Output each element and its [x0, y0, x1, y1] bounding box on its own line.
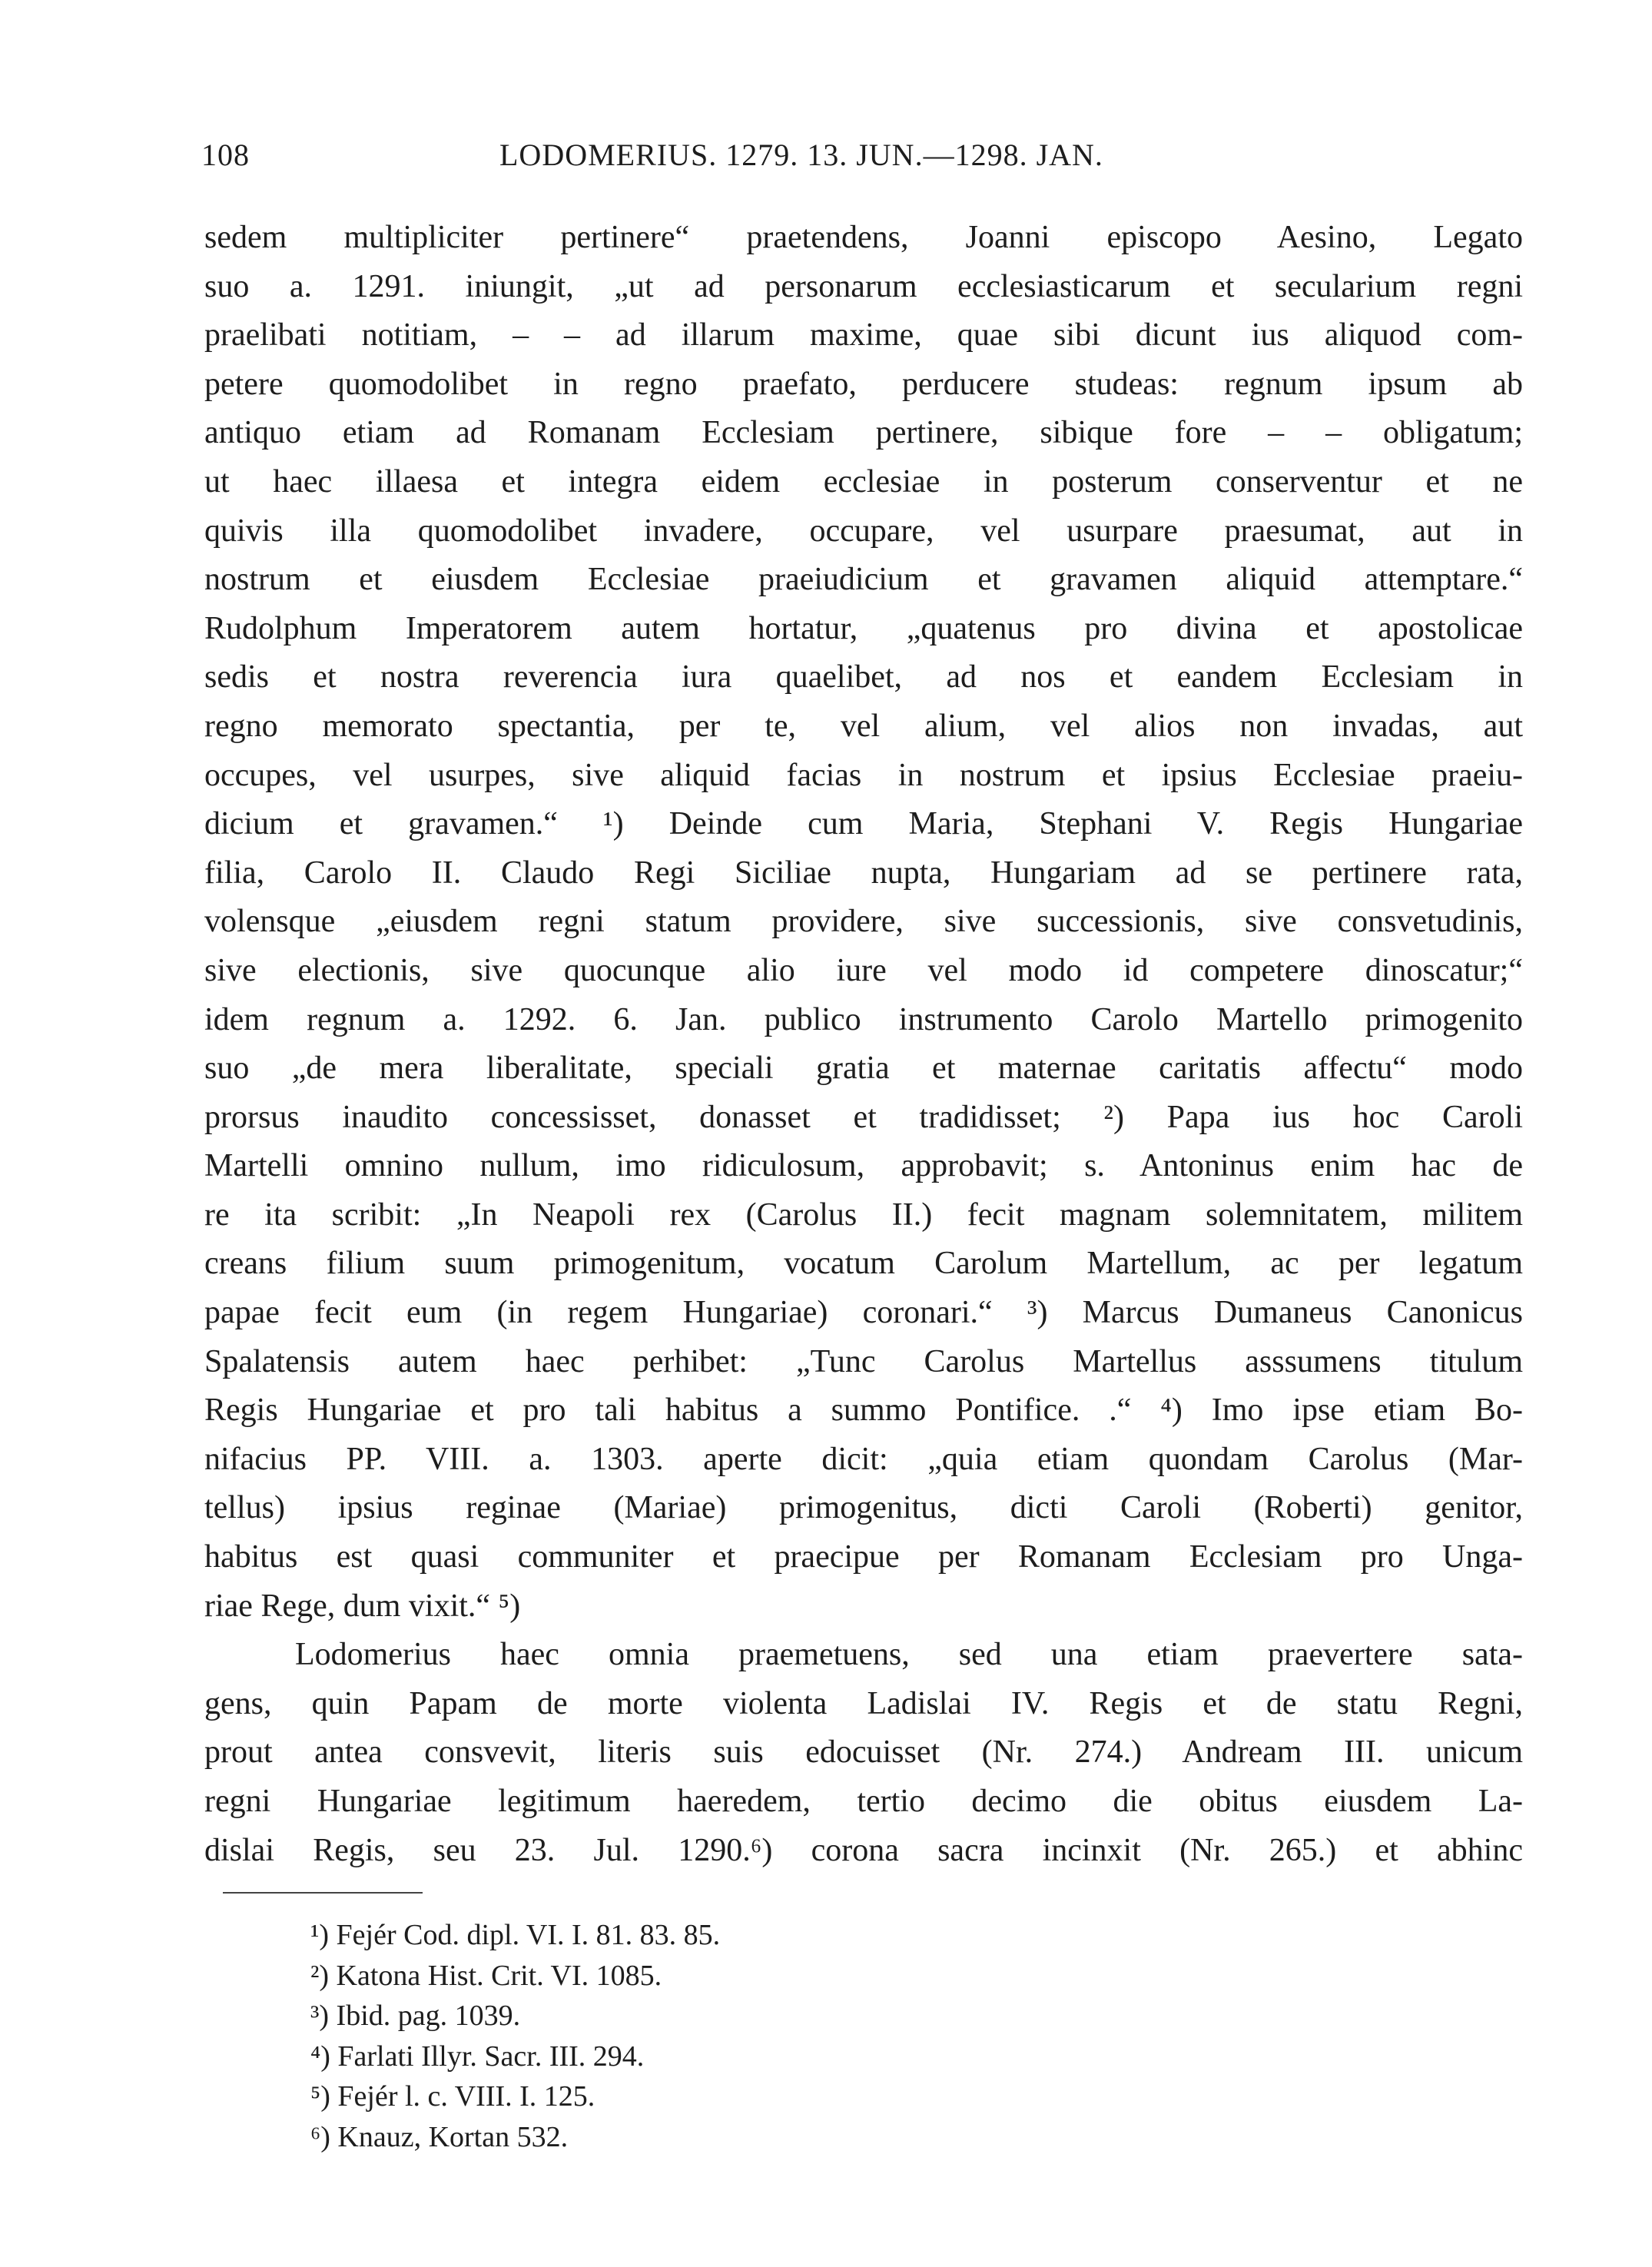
text-line: gens, quin Papam de morte violenta Ladislai IV. Regis et de statu Regni, [204, 1685, 1523, 1721]
text-line: antiquo etiam ad Romanam Ecclesiam pertinere, sibique fore – – obligatum; [204, 415, 1523, 451]
text-line: suo „de mera liberalitate, speciali gratia et maternae caritatis affectu“ modo [204, 1051, 1523, 1087]
text-line: dicium et gravamen.“ ¹) Deinde cum Maria, Stephani V. Regis Hungariae [204, 806, 1523, 842]
text-line: Martelli omnino nullum, imo ridiculosum, approbavit; s. Antoninus enim hac de [204, 1148, 1523, 1184]
text-line: habitus est quasi communiter et praecipue per Romanam Ecclesiam pro Unga- [204, 1539, 1523, 1575]
text-line: re ita scribit: „In Neapoli rex (Carolus II.) fecit magnam solemnitatem, militem [204, 1197, 1523, 1233]
footnote-divider [223, 1892, 423, 1894]
text-line: sive electionis, sive quocunque alio iure vel modo id competere dinoscatur;“ [204, 952, 1523, 988]
text-line: sedis et nostra reverencia iura quaelibet, ad nos et eandem Ecclesiam in [204, 659, 1523, 695]
text-line: sedem multipliciter pertinere“ praetendens, Joanni episcopo Aesino, Legato [204, 220, 1523, 255]
running-title: LODOMERIUS. 1279. 13. JUN.—1298. JAN. [499, 138, 1103, 172]
text-line: petere quomodolibet in regno praefato, perducere studeas: regnum ipsum ab [204, 366, 1523, 402]
text-line: filia, Carolo II. Claudo Regi Siciliae nupta, Hungariam ad se pertinere rata, [204, 855, 1523, 891]
footnote: ⁴) Farlati Illyr. Sacr. III. 294. [310, 2040, 645, 2073]
paragraph-start-line: Lodomerius haec omnia praemetuens, sed una etiam praevertere sata- [295, 1637, 1523, 1673]
text-line: papae fecit eum (in regem Hungariae) coronari.“ ³) Marcus Dumaneus Canonicus [204, 1295, 1523, 1331]
footnote: ⁶) Knauz, Kortan 532. [310, 2120, 569, 2153]
text-line: regno memorato spectantia, per te, vel alium, vel alios non invadas, aut [204, 708, 1523, 744]
text-line: Spalatensis autem haec perhibet: „Tunc Carolus Martellus asssumens titulum [204, 1343, 1523, 1379]
footnote: ²) Katona Hist. Crit. VI. 1085. [310, 1959, 662, 1992]
running-head [0, 137, 1652, 183]
footnotes [310, 1915, 1002, 2157]
text-line: nifacius PP. VIII. a. 1303. aperte dicit: „quia etiam quondam Carolus (Mar- [204, 1441, 1523, 1477]
text-line: suo a. 1291. iniungit, „ut ad personarum ecclesiasticarum et secularium regni [204, 268, 1523, 304]
text-line: nostrum et eiusdem Ecclesiae praeiudicium et gravamen aliquid attemptare.“ [204, 562, 1523, 598]
footnote: ¹) Fejér Cod. dipl. VI. I. 81. 83. 85. [310, 1919, 721, 1951]
text-line: regni Hungariae legitimum haeredem, tertio decimo die obitus eiusdem La- [204, 1784, 1523, 1819]
page-number: 108 [201, 138, 250, 172]
text-line: idem regnum a. 1292. 6. Jan. publico instrumento Carolo Martello primogenito [204, 1001, 1523, 1037]
text-line: dislai Regis, seu 23. Jul. 1290.⁶) corona sacra incinxit (Nr. 265.) et abhinc [204, 1832, 1523, 1868]
text-line: praelibati notitiam, – – ad illarum maxime, quae sibi dicunt ius aliquod com- [204, 317, 1523, 353]
text-line: Rudolphum Imperatorem autem hortatur, „quatenus pro divina et apostolicae [204, 610, 1523, 646]
footnote: ⁵) Fejér l. c. VIII. I. 125. [310, 2080, 595, 2113]
text-line: occupes, vel usurpes, sive aliquid facias in nostrum et ipsius Ecclesiae praeiu- [204, 757, 1523, 793]
text-line: ut haec illaesa et integra eidem ecclesiae in posterum conserventur et ne [204, 463, 1523, 500]
text-line: creans filium suum primogenitum, vocatum Carolum Martellum, ac per legatum [204, 1246, 1523, 1282]
text-line: Regis Hungariae et pro tali habitus a summo Pontifice. .“ ⁴) Imo ipse etiam Bo- [204, 1392, 1523, 1429]
body-text [204, 214, 1523, 1875]
text-line: quivis illa quomodolibet invadere, occupare, vel usurpare praesumat, aut in [204, 513, 1523, 549]
text-line: prorsus inaudito concessisset, donasset et tradidisset; ²) Papa ius hoc Caroli [204, 1099, 1523, 1135]
text-line: tellus) ipsius reginae (Mariae) primogenitus, dicti Caroli (Roberti) genitor, [204, 1490, 1523, 1526]
footnote: ³) Ibid. pag. 1039. [310, 2000, 521, 2032]
text-line: riae Rege, dum vixit.“ ⁵) [204, 1588, 521, 1624]
text-line: volensque „eiusdem regni statum providere, sive successionis, sive consvetudinis, [204, 904, 1523, 940]
text-line: prout antea consvevit, literis suis edocuisset (Nr. 274.) Andream III. unicum [204, 1734, 1523, 1771]
